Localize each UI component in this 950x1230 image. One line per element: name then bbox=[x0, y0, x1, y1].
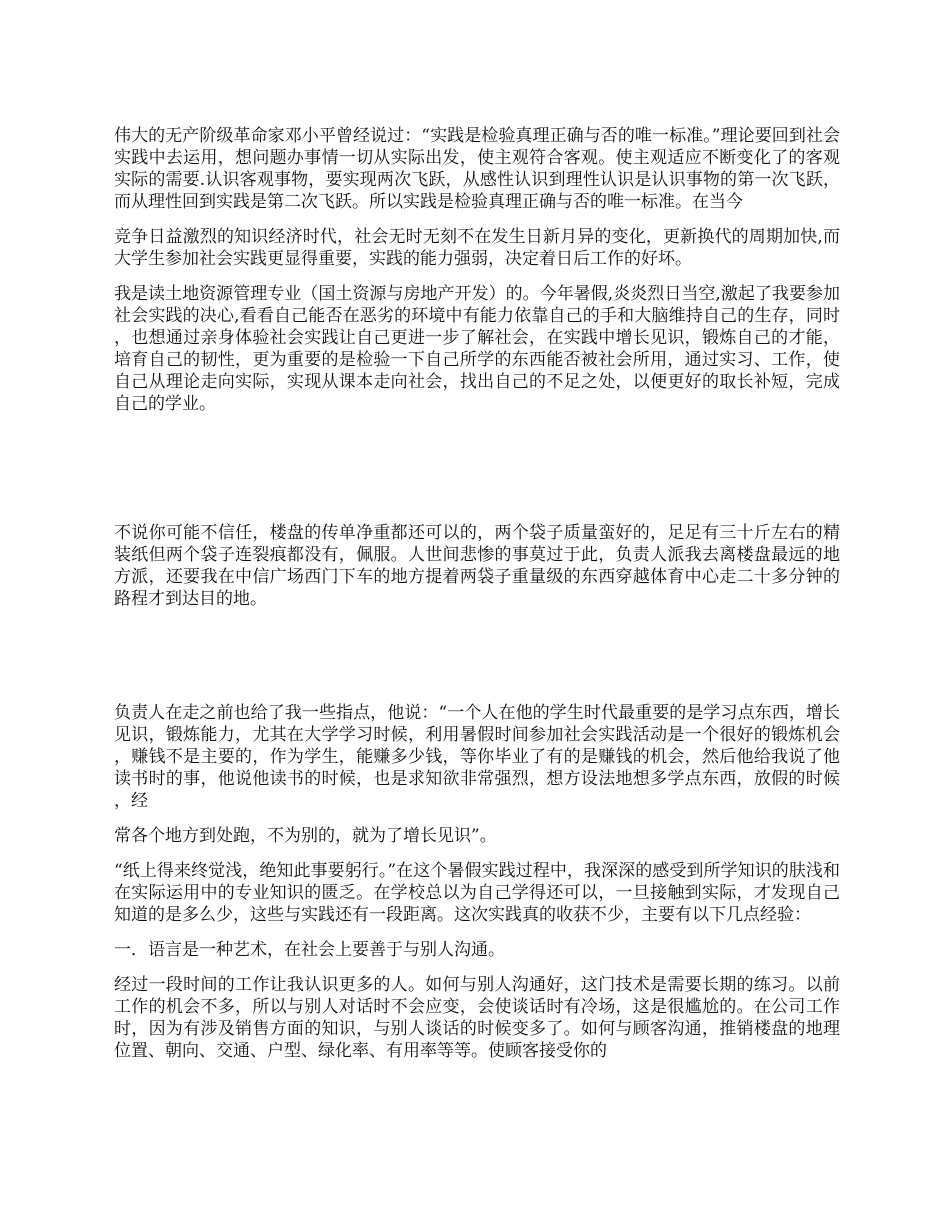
paragraph-lesson-heading: 一．语言是一种艺术，在社会上要善于与别人沟通。 bbox=[114, 940, 505, 960]
paragraph-flyer-bags: 不说你可能不信任，楼盘的传单净重都还可以的，两个袋子质量蛮好的，足足有三十斤左右的精装纸但两个袋子连裂痕都没有，佩服。人世间悲惨的事莫过于此，负责人派我去离楼盘最远的地方派，还要我在中信广场西门下车的地方提着两袋子重量级的东西穿越体育中心走二十多分钟的路程才到达目的地。 bbox=[114, 523, 840, 609]
blank-spacer bbox=[114, 428, 840, 522]
paragraph-supervisor-advice: 负责人在走之前也给了我一些指点，他说：“一个人在他的学生时代最重要的是学习点东西，增长见识，锻炼能力，尤其在大学学习时候，利用暑假时间参加社会实践活动是一个很好的锻炼机会，赚钱不是主要的，作为学生，能赚多少钱，等你毕业了有的是赚钱的机会，然后他给我说了他读书时的事，他说他读书的时候，也是求知欲非常强烈，想方设法地想多学点东西，放假的时候，经 bbox=[114, 703, 840, 811]
paragraph-communication: 经过一段时间的工作让我认识更多的人。如何与别人沟通好，这门技术是需要长期的练习。以前工作的机会不多，所以与别人对话时不会应变，会使谈话时有冷场，这是很尴尬的。在公司工作时，因为有涉及销售方面的知识，与别人谈话的时候变多了。如何与顾客沟通，推销楼盘的地理位置、朝向、交通、户型、绿化率、有用率等等。使顾客接受你的 bbox=[114, 975, 840, 1061]
paragraph-reflection: “纸上得来终觉浅，绝知此事要躬行。”在这个暑假实践过程中，我深深的感受到所学知识的肤浅和在实际运用中的专业知识的匮乏。在学校总以为自己学得还可以，一旦接触到实际，才发现自己知道的是多么少，这些与实践还有一段距离。这次实践真的收获不少，主要有以下几点经验： bbox=[114, 861, 840, 925]
paragraph-advice-continued: 常各个地方到处跑，不为别的，就为了增长见识”。 bbox=[114, 826, 497, 846]
blank-spacer bbox=[114, 623, 840, 702]
paragraph-practice-quote: 伟大的无产阶级革命家邓小平曾经说过：“实践是检验真理正确与否的唯一标准。”理论要回到社会实践中去运用，想问题办事情一切从实际出发，使主观符合客观。使主观适应不断变化了的客观实际的需要.认识客观事物，要实现两次飞跃，从感性认识到理性认识是认识事物的第一次飞跃，而从理性回到实践是第二次飞跃。所以实践是检验真理正确与否的唯一标准。在当今 bbox=[114, 126, 840, 212]
paragraph-knowledge-economy: 竞争日益激烈的知识经济时代，社会无时无刻不在发生日新月异的变化，更新换代的周期加快,而大学生参加社会实践更显得重要，实践的能力强弱，决定着日后工作的好坏。 bbox=[114, 227, 840, 269]
document-body bbox=[114, 125, 840, 1075]
paragraph-major-intro: 我是读土地资源管理专业（国土资源与房地产开发）的。今年暑假,炎炎烈日当空,激起了我要参加社会实践的决心,看看自己能否在恶劣的环境中有能力依靠自己的手和大脑维持自己的生存，同时，也想通过亲身体验社会实践让自己更进一步了解社会，在实践中增长见识，锻炼自己的才能，培育自己的韧性，更为重要的是检验一下自己所学的东西能否被社会所用，通过实习、工作，使自己从理论走向实际，实现从课本走向社会，找出自己的不足之处，以便更好的取长补短，完成自己的学业。 bbox=[114, 284, 840, 414]
